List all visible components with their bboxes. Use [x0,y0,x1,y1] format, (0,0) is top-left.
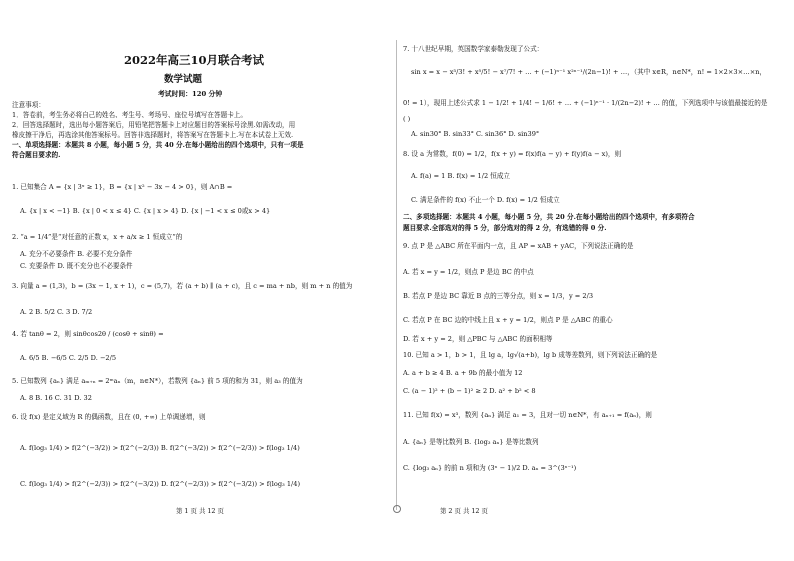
question-11-options-ab: A. {aₙ} 是等比数列 B. {log₃ aₙ} 是等比数列 [403,438,539,446]
notice-2: 2．回答选择题时，选出每小题答案后，用铅笔把答题卡上对应题目的答案标号涂黑.如需改动，用 [12,121,296,129]
question-4-options: A. 6/5 B. −6/5 C. 2/5 D. −2/5 [20,354,117,362]
section-2-heading-cont: 题目要求.全部选对的得 5 分，部分选对的得 2 分，有选错的得 0 分. [403,224,607,232]
question-5-options: A. 8 B. 16 C. 31 D. 32 [20,394,92,402]
question-8-options-ab: A. f(a) = 1 B. f(x) = 1/2 恒成立 [411,172,511,180]
page-1-footer: 第 1 页 共 12 页 [176,507,224,515]
question-3: 3. 向量 a = (1,3)，b = (3x − 1, x + 1)，c = (5,7)，若 (a + b) ∥ (a + c)，且 c = ma + nb，则 m + n 的值为 [12,282,353,290]
question-3-options: A. 2 B. 5/2 C. 3 D. 7/2 [20,308,93,316]
page-2 [397,0,794,561]
exam-title: 2022年高三10月联合考试 [124,53,265,67]
section-1-heading: 一、单项选择题：本题共 8 小题，每小题 5 分，共 40 分.在每小题给出的四个选项中，只有一项是 [12,141,304,149]
page-2-footer: 第 2 页 共 12 页 [440,507,488,515]
exam-time: 考试时间：120 分钟 [158,90,223,98]
question-2-options-cd: C. 充要条件 D. 既不充分也不必要条件 [20,262,133,270]
question-1: 1. 已知集合 A = {x | 3ˣ ≥ 1}，B = {x | x² − 3x − 4 > 0}，则 A∩B = [12,183,233,191]
question-1-options: A. {x | x < −1} B. {x | 0 < x ≤ 4} C. {x | x > 4} D. {x | −1 < x ≤ 0或x > 4} [20,207,271,215]
section-1-heading-cont: 符合题目要求的. [12,151,61,159]
question-5: 5. 已知数列 {aₙ} 满足 aₘ₊ₙ = 2ᵐaₙ（m，n∈N*），若数列 {aₙ} 前 5 项的和为 31，则 a₃ 的值为 [12,377,303,385]
question-9-option-c: C. 若点 P 在 BC 边的中线上且 x + y = 1/2，则点 P 是 △ABC 的重心 [403,316,613,324]
question-8-options-cd: C. 满足条件的 f(x) 不止一个 D. f(x) = 1/2 恒成立 [411,196,560,204]
question-9-option-a: A. 若 x = y = 1/2，则点 P 是边 BC 的中点 [403,268,534,276]
notice-1: 1．答卷前，考生务必将自己的姓名、考生号、考场号、座位号填写在答题卡上。 [12,111,247,119]
question-10-options-ab: A. a + b ≥ 4 B. a + 9b 的最小值为 12 [403,369,523,377]
question-4: 4. 若 tanθ = 2，则 sinθcos2θ / (cosθ + sinθ) = [12,330,164,338]
question-6: 6. 设 f(x) 是定义域为 R 的偶函数，且在 (0, +∞) 上单调递增，则 [12,413,206,421]
question-7: 7. 十八世纪早期，英国数学家泰勒发现了公式： [403,45,544,53]
question-10-options-cd: C. (a − 1)² + (b − 1)² ≥ 2 D. a² + b² < 8 [403,387,536,395]
question-8: 8. 设 a 为常数，f(0) = 1/2，f(x + y) = f(x)f(a − y) + f(y)f(a − x)，则 [403,150,622,158]
question-7-formula: sin x = x − x³/3! + x⁵/5! − x⁷/7! + … + (−1)ⁿ⁻¹ x²ⁿ⁻¹/(2n−1)! + …，（其中 x∈R，n∈N*，n! = 1×2×3×…×n， [411,68,767,76]
question-9-option-b: B. 若点 P 是边 BC 靠近 B 点的三等分点，则 x = 1/3，y = 2/3 [403,292,594,300]
question-6-options-cd: C. f(log₃ 1/4) > f(2^(−2/3)) > f(2^(−3/2)) D. f(2^(−2/3)) > f(2^(−3/2)) > f(log₃ 1/4) [20,480,301,488]
question-2: 2. “a = 1/4”是“对任意的正数 x，x + a/x ≥ 1 恒成立”的 [12,233,183,241]
notice-heading: 注意事项： [12,101,45,109]
question-6-options-ab: A. f(log₃ 1/4) > f(2^(−3/2)) > f(2^(−2/3)) B. f(2^(−3/2)) > f(2^(−2/3)) > f(log₃ 1/4) [20,444,300,452]
question-11: 11. 已知 f(x) = x³，数列 {aₙ} 满足 a₁ = 3，且对一切 n∈N*，有 aₙ₊₁ = f(aₙ)，则 [403,411,652,419]
question-7-answer-slot: ( ) [403,115,411,123]
question-9: 9. 点 P 是 △ABC 所在平面内一点，且 AP = xAB + yAC，下列说法正确的是 [403,242,634,250]
question-10: 10. 已知 a > 1，b > 1，且 lg a，lg√(a+b)，lg b 成等差数列，则下列说法正确的是 [403,351,658,359]
notice-2-cont: 橡皮擦干净后，再选涂其他答案标号。回答非选择题时，将答案写在答题卡上.写在本试卷上无效. [12,131,294,139]
exam-subject: 数学试题 [164,74,203,85]
question-11-options-cd: C. {log₃ aₙ} 的前 n 项和为 (3ⁿ − 1)/2 D. aₙ = 3^(3ⁿ⁻¹) [403,464,577,472]
question-9-option-d: D. 若 x + y = 2，则 △PBC 与 △ABC 的面积相等 [403,335,553,343]
section-2-heading: 二、多项选择题：本题共 4 小题，每小题 5 分，共 20 分.在每小题给出的四个选项中，有多项符合 [403,213,695,221]
question-2-options-ab: A. 充分不必要条件 B. 必要不充分条件 [20,250,133,258]
question-7-options: A. sin30° B. sin33° C. sin36° D. sin39° [411,130,540,138]
question-7-cont: 0! = 1），现用上述公式求 1 − 1/2! + 1/4! − 1/6! + … + (−1)ⁿ⁻¹ · 1/(2n−2)! + … 的值，下列选项中与该值最接近的是 [403,99,768,107]
